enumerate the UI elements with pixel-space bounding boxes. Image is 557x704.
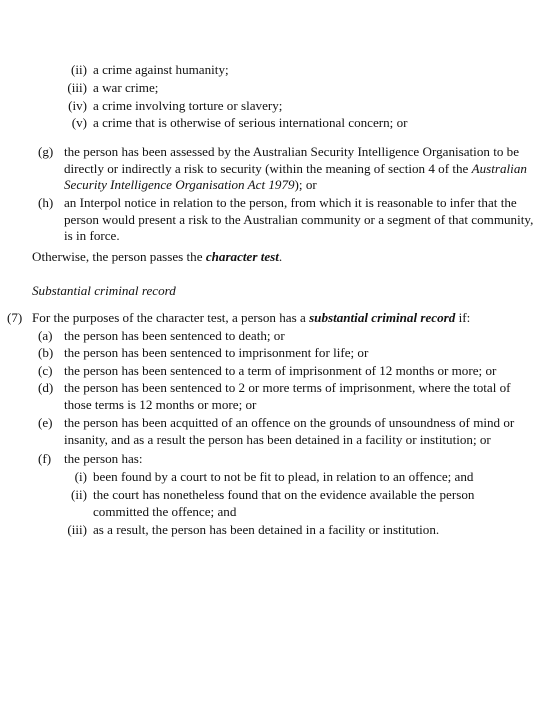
subparagraph-number: (v): [71, 115, 87, 130]
subparagraph-number: (ii): [71, 62, 87, 77]
paragraph-number: (b): [38, 345, 54, 360]
line-text: Otherwise, the person passes the: [32, 249, 206, 264]
paragraph-number: (g): [38, 144, 54, 159]
subsection-text: [32, 310, 470, 327]
subsection-text-part: if:: [455, 310, 471, 325]
section-heading: Substantial criminal record: [32, 283, 176, 298]
paragraph-text-part: ); or: [294, 177, 317, 193]
paragraph-text: [64, 144, 539, 194]
paragraph-text: the person has been acquitted of an offence on the grounds of unsoundness of mind or insanity, and as a result the person has been detained in a facility or institution; or: [64, 415, 515, 447]
subparagraph-number: (iii): [67, 80, 87, 95]
subparagraph-text: a crime that is otherwise of serious international concern; or: [93, 115, 408, 130]
paragraph-number: (d): [38, 380, 54, 395]
paragraph-text: an Interpol notice in relation to the person, from which it is reasonable to infer that the person would present a risk to the Australian community or a segment of that community, is in force.: [64, 195, 534, 244]
paragraph-text: the person has:: [64, 451, 143, 466]
paragraph-text: the person has been sentenced to death; or: [64, 328, 285, 343]
defined-term: substantial criminal record: [309, 310, 456, 325]
paragraph-number: (c): [38, 363, 53, 378]
paragraph-number: (a): [38, 328, 53, 343]
line-text: .: [278, 249, 283, 264]
subparagraph-text: a war crime;: [93, 80, 159, 95]
subsection-number: (7): [7, 310, 23, 325]
subparagraph-text: a crime involving torture or slavery;: [93, 98, 283, 113]
subsection-text-part: For the purposes of the character test, a person has a: [32, 310, 310, 325]
subparagraph-number: (iii): [67, 522, 87, 537]
subparagraph-number: (ii): [71, 487, 87, 502]
subparagraph-text: the court has nonetheless found that on the evidence available the person committed the offence; and: [93, 487, 475, 519]
subparagraph-text: as a result, the person has been detained in a facility or institution.: [93, 522, 440, 537]
paragraph-number: (e): [38, 415, 53, 430]
paragraph-text: the person has been sentenced to 2 or more terms of imprisonment, where the total of those terms is 12 months or more; or: [64, 380, 511, 412]
subparagraph-text: a crime against humanity;: [93, 62, 229, 77]
subparagraph-number: (iv): [68, 98, 87, 113]
paragraph-text: the person has been sentenced to a term of imprisonment of 12 months or more; or: [64, 363, 497, 378]
character-test-line: [32, 249, 282, 266]
paragraph-text: the person has been sentenced to imprisonment for life; or: [64, 345, 369, 360]
defined-term: character test: [205, 249, 279, 264]
paragraph-number: (h): [38, 195, 54, 210]
paragraph-text-part: the person has been assessed by the Australian Security Intelligence Organisation to be directly or indirectly a risk to security (within the meaning of section 4 of the: [64, 144, 520, 176]
paragraph-number: (f): [38, 451, 52, 466]
act-name: Australian Security Intelligence Organisation Act 1979: [64, 160, 527, 193]
subparagraph-number: (i): [74, 469, 87, 484]
subparagraph-text: been found by a court to not be fit to plead, in relation to an offence; and: [93, 469, 474, 484]
